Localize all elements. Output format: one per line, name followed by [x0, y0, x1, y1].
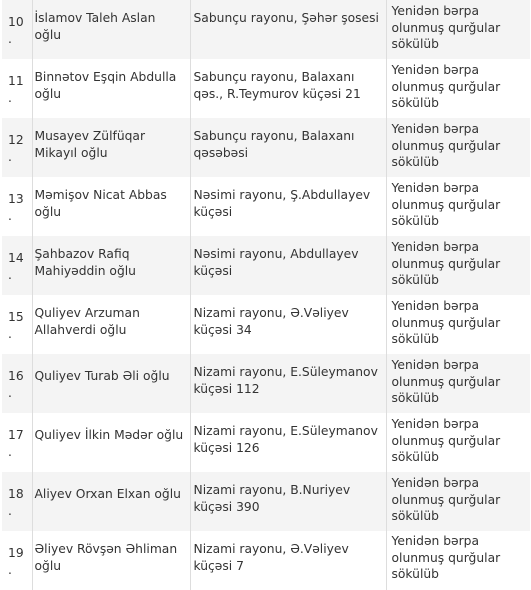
row-number: 10. — [2, 0, 32, 59]
status: Yenidən bərpa olunmuş qurğular sökülüb — [391, 417, 501, 464]
table-row — [2, 472, 530, 531]
person-name: Binnətov Eşqin Abdulla oğlu — [32, 59, 190, 118]
status: Yenidən bərpa olunmuş qurğular sökülüb — [391, 534, 501, 581]
address: Sabunçu rayonu, Şəhər şosesi — [190, 0, 386, 59]
person-name: Aliyev Orxan Elxan oğlu — [32, 472, 190, 531]
address: Nizami rayonu, Ə.Vəliyev küçəsi 7 — [190, 531, 386, 590]
address: Nəsimi rayonu, Ş.Abdullayev küçəsi — [190, 177, 386, 236]
person-name: İslamov Taleh Aslan oğlu — [32, 0, 190, 59]
table-row — [2, 177, 530, 236]
table-row — [2, 354, 530, 413]
address: Nizami rayonu, Ə.Vəliyev küçəsi 34 — [190, 295, 386, 354]
status: Yenidən bərpa olunmuş qurğular sökülüb — [391, 299, 501, 346]
person-name: Quliyev Turab Əli oğlu — [32, 354, 190, 413]
row-number: 17. — [2, 413, 32, 472]
table-row — [2, 295, 530, 354]
table-row — [2, 118, 530, 177]
demolition-table — [2, 0, 530, 590]
row-number: 12. — [2, 118, 32, 177]
row-number: 16. — [2, 354, 32, 413]
status: Yenidən bərpa olunmuş qurğular sökülüb — [391, 63, 501, 110]
status: Yenidən bərpa olunmuş qurğular sökülüb — [391, 181, 501, 228]
person-name: Məmişov Nicat Abbas oğlu — [32, 177, 190, 236]
address: Sabunçu rayonu, Balaxanı qəs., R.Teymurov küçəsi 21 — [190, 59, 386, 118]
table-row — [2, 531, 530, 590]
table-row — [2, 0, 530, 59]
status: Yenidən bərpa olunmuş qurğular sökülüb — [391, 476, 501, 523]
row-number: 11. — [2, 59, 32, 118]
address: Nəsimi rayonu, Abdullayev küçəsi — [190, 236, 386, 295]
status: Yenidən bərpa olunmuş qurğular sökülüb — [391, 122, 501, 169]
table-row — [2, 413, 530, 472]
person-name: Şahbazov Rafiq Mahiyəddin oğlu — [32, 236, 190, 295]
address: Nizami rayonu, B.Nuriyev küçəsi 390 — [190, 472, 386, 531]
address: Sabunçu rayonu, Balaxanı qəsəbəsi — [190, 118, 386, 177]
row-number: 14. — [2, 236, 32, 295]
row-number: 15. — [2, 295, 32, 354]
row-number: 13. — [2, 177, 32, 236]
address: Nizami rayonu, E.Süleymanov küçəsi 126 — [190, 413, 386, 472]
table-row — [2, 236, 530, 295]
person-name: Musayev Zülfüqar Mikayıl oğlu — [32, 118, 190, 177]
row-number: 19. — [2, 531, 32, 590]
status: Yenidən bərpa olunmuş qurğular sökülüb — [391, 358, 501, 405]
status: Yenidən bərpa olunmuş qurğular sökülüb — [391, 4, 501, 51]
person-name: Quliyev İlkin Mədər oğlu — [32, 413, 190, 472]
person-name: Quliyev Arzuman Allahverdi oğlu — [32, 295, 190, 354]
address: Nizami rayonu, E.Süleymanov küçəsi 112 — [190, 354, 386, 413]
row-number: 18. — [2, 472, 32, 531]
table-row — [2, 59, 530, 118]
person-name: Əliyev Rövşən Əhliman oğlu — [32, 531, 190, 590]
status: Yenidən bərpa olunmuş qurğular sökülüb — [391, 240, 501, 287]
